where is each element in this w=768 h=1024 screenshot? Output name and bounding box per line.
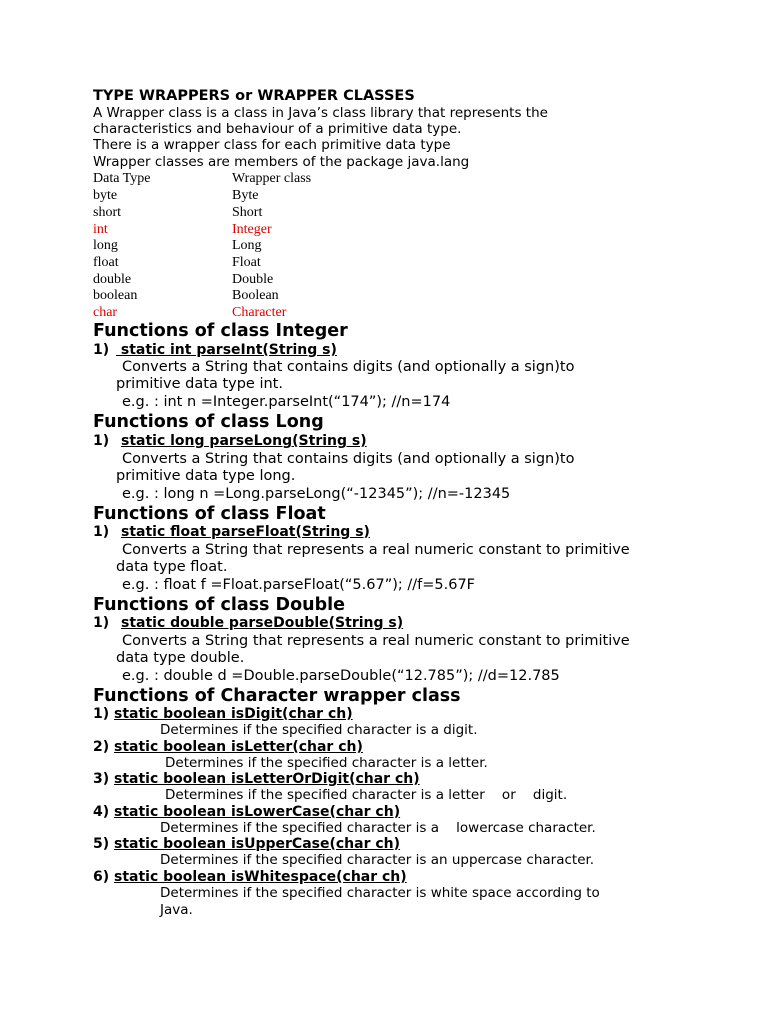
method-item: 4) static boolean isLowerCase(char ch) — [93, 804, 401, 820]
method-description: Converts a String that contains digits (and optionally a sign)to — [122, 359, 575, 375]
method-number: 1) — [93, 433, 110, 449]
method-description: Determines if the specified character is white space according to — [160, 885, 600, 901]
table-cell-primitive: byte — [93, 188, 118, 203]
table-cell-primitive: boolean — [93, 288, 138, 303]
intro-line: A Wrapper class is a class in Java’s class library that represents the — [93, 105, 548, 121]
document-title: TYPE WRAPPERS or WRAPPER CLASSES — [93, 88, 415, 104]
method-item: 6) static boolean isWhitespace(char ch) — [93, 869, 407, 885]
method-item: 5) static boolean isUpperCase(char ch) — [93, 836, 401, 852]
table-cell-wrapper: Float — [232, 255, 261, 270]
method-description: Converts a String that contains digits (and optionally a sign)to — [122, 451, 575, 467]
method-number: 1) — [93, 615, 110, 631]
table-cell-primitive: short — [93, 205, 121, 220]
section-heading: Functions of class Integer — [93, 321, 348, 341]
intro-line: characteristics and behaviour of a primitive data type. — [93, 121, 462, 137]
table-header-wrapper: Wrapper class — [232, 171, 312, 186]
table-cell-wrapper: Integer — [232, 222, 272, 237]
table-cell-primitive: double — [93, 272, 132, 287]
table-header-datatype: Data Type — [93, 171, 151, 186]
section-heading: Functions of class Long — [93, 412, 324, 432]
method-description: Determines if the specified character is a letter or digit. — [165, 787, 568, 803]
method-example: e.g. : double d =Double.parseDouble(“12.785”); //d=12.785 — [122, 668, 560, 684]
method-description: data type double. — [116, 650, 245, 666]
method-signature: static long parseLong(String s) — [121, 433, 367, 449]
method-description: primitive data type long. — [116, 468, 296, 484]
intro-line: Wrapper classes are members of the package java.lang — [93, 154, 470, 170]
method-description: Determines if the specified character is an uppercase character. — [160, 852, 595, 868]
table-cell-wrapper: Boolean — [232, 288, 279, 303]
method-description: Java. — [160, 902, 193, 918]
section-heading: Functions of class Double — [93, 595, 345, 615]
table-cell-wrapper: Long — [232, 238, 262, 253]
section-heading: Functions of class Float — [93, 504, 326, 524]
method-signature: static double parseDouble(String s) — [121, 615, 404, 631]
method-description: Determines if the specified character is a letter. — [165, 755, 488, 771]
intro-line: There is a wrapper class for each primitive data type — [93, 137, 451, 153]
method-description: Determines if the specified character is a digit. — [160, 722, 478, 738]
table-cell-wrapper: Double — [232, 272, 274, 287]
method-example: e.g. : long n =Long.parseLong(“-12345”); //n=-12345 — [122, 486, 511, 502]
table-cell-primitive: long — [93, 238, 118, 253]
method-description: Converts a String that represents a real numeric constant to primitive — [122, 633, 630, 649]
section-heading: Functions of Character wrapper class — [93, 686, 461, 706]
method-signature: static int parseInt(String s) — [116, 342, 337, 358]
table-cell-wrapper: Short — [232, 205, 263, 220]
method-example: e.g. : float f =Float.parseFloat(“5.67”); //f=5.67F — [122, 577, 476, 593]
table-cell-primitive: int — [93, 222, 108, 237]
table-cell-wrapper: Character — [232, 305, 287, 320]
method-item: 3) static boolean isLetterOrDigit(char ch) — [93, 771, 420, 787]
table-cell-wrapper: Byte — [232, 188, 259, 203]
method-description: Determines if the specified character is a lowercase character. — [160, 820, 596, 836]
method-number: 1) — [93, 342, 110, 358]
method-signature: static float parseFloat(String s) — [121, 524, 370, 540]
method-description: primitive data type int. — [116, 376, 283, 392]
table-cell-primitive: char — [93, 305, 118, 320]
method-description: data type float. — [116, 559, 228, 575]
method-description: Converts a String that represents a real numeric constant to primitive — [122, 542, 630, 558]
method-number: 1) — [93, 524, 110, 540]
table-cell-primitive: float — [93, 255, 119, 270]
method-item: 2) static boolean isLetter(char ch) — [93, 739, 363, 755]
method-example: e.g. : int n =Integer.parseInt(“174”); //n=174 — [122, 394, 451, 410]
method-item: 1) static boolean isDigit(char ch) — [93, 706, 353, 722]
